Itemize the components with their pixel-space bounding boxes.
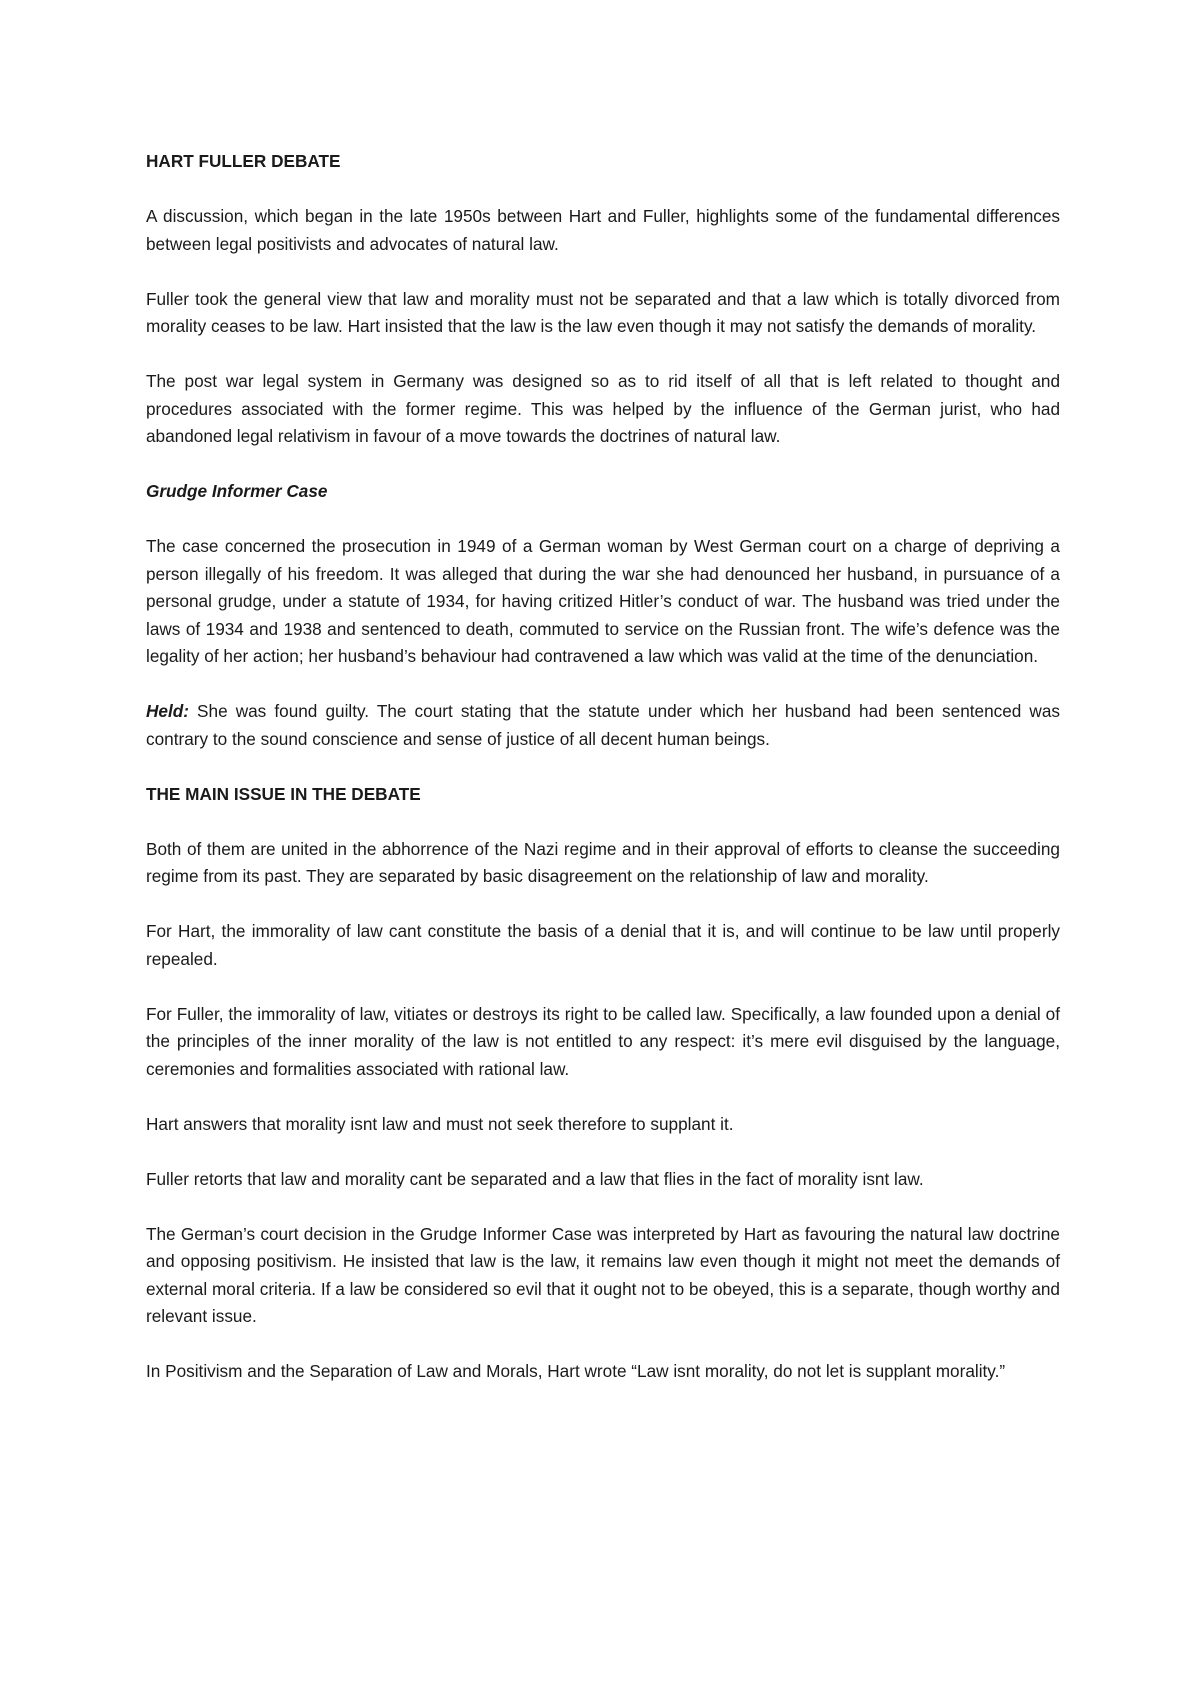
paragraph-main-3: For Fuller, the immorality of law, vitiates or destroys its right to be called law. Specifically, a law founded upon a denial of the principles of the inner morality of the law is not entitled to any respect: it’s mere evil disguised by the language, ceremonies and formalities associated with rational law. [146,1003,1060,1079]
paragraph-main-7: In Positivism and the Separation of Law and Morals, Hart wrote “Law isnt morality, do not let is supplant morality.” [146,1361,1006,1381]
paragraph-intro-1: A discussion, which began in the late 1950s between Hart and Fuller, highlights some of the fundamental differences between legal positivists and advocates of natural law. [146,206,1060,254]
paragraph-case: The case concerned the prosecution in 1949 of a German woman by West German court on a charge of depriving a person illegally of his freedom. It was alleged that during the war she had denounced her husband, in pursuance of a personal grudge, under a statute of 1934, for having critized Hitler’s conduct of war. The husband was tried under the laws of 1934 and 1938 and sentenced to death, commuted to service on the Russian front. The wife’s defence was the legality of her action; her husband’s behaviour had contravened a law which was valid at the time of the denunciation. [146,536,1060,666]
paragraph-main-4: Hart answers that morality isnt law and must not seek therefore to supplant it. [146,1113,734,1134]
paragraph-intro-3: The post war legal system in Germany was designed so as to rid itself of all that is left related to thought and procedures associated with the former regime. This was helped by the influence of the German jurist, who had abandoned legal relativism in favour of a move towards the doctrines of natural law. [146,371,1060,446]
main-issue-heading: THE MAIN ISSUE IN THE DEBATE [146,783,421,804]
held-label: Held: [146,701,189,721]
paragraph-main-1: Both of them are united in the abhorrence of the Nazi regime and in their approval of efforts to cleanse the succeeding regime from its past. They are separated by basic disagreement on the relationship of law and morality. [146,838,1060,886]
document-page [146,148,1060,1413]
paragraph-main-2: For Hart, the immorality of law cant constitute the basis of a denial that it is, and will continue to be law until properly repealed. [146,921,1060,969]
held-text: She was found guilty. The court stating that the statute under which her husband had been sentenced was contrary to the sound conscience and sense of justice of all decent human beings. [146,701,1060,749]
paragraph-intro-2: Fuller took the general view that law and morality must not be separated and that a law which is totally divorced from morality ceases to be law. Hart insisted that the law is the law even though it may not satisfy the demands of morality. [146,288,1060,336]
paragraph-main-6: The German’s court decision in the Grudge Informer Case was interpreted by Hart as favouring the natural law doctrine and opposing positivism. He insisted that law is the law, it remains law even though it might not meet the demands of external moral criteria. If a law be considered so evil that it ought not to be obeyed, this is a separate, though worthy and relevant issue. [146,1223,1060,1326]
paragraph-held [146,698,1060,753]
paragraph-main-5: Fuller retorts that law and morality cant be separated and a law that flies in the fact of morality isnt law. [146,1168,924,1189]
document-title: HART FULLER DEBATE [146,151,341,171]
case-heading: Grudge Informer Case [146,481,328,501]
